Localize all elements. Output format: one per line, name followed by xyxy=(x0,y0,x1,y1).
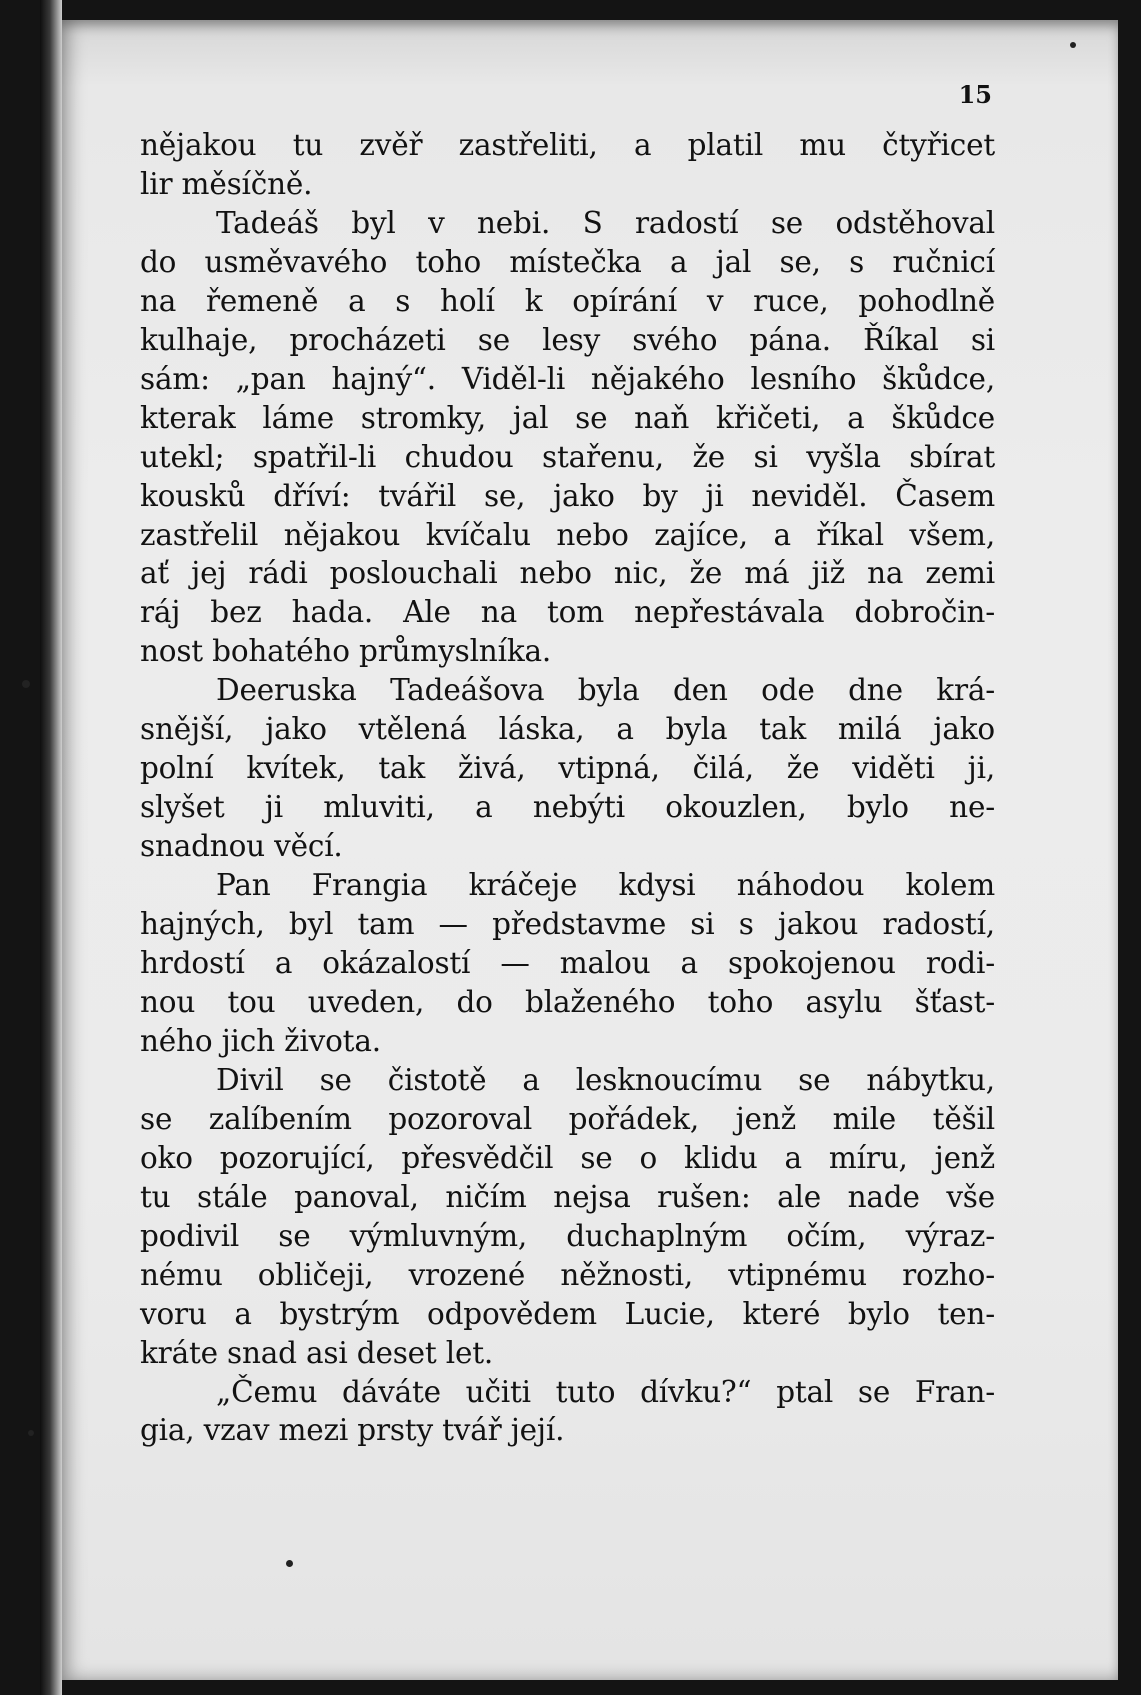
text-line: podivil se výmluvným, duchaplným očím, výraz- xyxy=(140,1218,995,1253)
text-line: kráte snad asi deset let. xyxy=(140,1335,494,1370)
text-line: „Čemu dáváte učiti tuto dívku?“ ptal se Fran- xyxy=(216,1374,995,1409)
ink-speck xyxy=(286,1560,293,1567)
text-line: Pan Frangia kráčeje kdysi náhodou kolem xyxy=(216,868,995,903)
text-line: sám: „pan hajný“. Viděl-li nějakého lesního škůdce, xyxy=(140,361,995,396)
text-line: nou tou uveden, do blaženého toho asylu šťast- xyxy=(140,984,995,1019)
text-line: utekl; spatřil-li chudou stařenu, že si vyšla sbírat xyxy=(140,439,995,474)
text-line: zastřelil nějakou kvíčalu nebo zajíce, a říkal všem, xyxy=(140,517,995,552)
text-line: nějakou tu zvěř zastřeliti, a platil mu čtyřicet xyxy=(140,128,995,162)
text-line: hajných, byl tam — představme si s jakou radostí, xyxy=(140,907,995,942)
text-line: snadnou věcí. xyxy=(140,829,343,864)
text-line: Deeruska Tadeášova byla den ode dne krá- xyxy=(216,673,995,708)
text-line: slyšet ji mluviti, a nebýti okouzlen, bylo ne- xyxy=(140,790,995,825)
text-line: snější, jako vtělená láska, a byla tak milá jako xyxy=(140,712,995,747)
text-line: ráj bez hada. Ale na tom nepřestávala dobročin- xyxy=(140,595,995,630)
text-line: Tadeáš byl v nebi. S radostí se odstěhoval xyxy=(216,205,995,240)
text-line: kterak láme stromky, jal se naň křičeti, a škůdce xyxy=(140,400,995,435)
text-line: oko pozorující, přesvědčil se o klidu a míru, jenž xyxy=(140,1140,995,1175)
text-line: do usměvavého toho místečka a jal se, s ručnicí xyxy=(140,244,995,279)
text-line: voru a bystrým odpovědem Lucie, které bylo ten- xyxy=(140,1296,995,1331)
body-text xyxy=(140,126,995,1450)
text-line: lir měsíčně. xyxy=(140,166,313,201)
text-line: nému obličeji, vrozené něžnosti, vtipnému rozho- xyxy=(140,1257,995,1292)
text-line: polní kvítek, tak živá, vtipná, čilá, že viděti ji, xyxy=(140,751,995,786)
ink-speck xyxy=(22,680,30,688)
text-line: se zalíbením pozoroval pořádek, jenž mile těšil xyxy=(140,1101,995,1136)
book-gutter xyxy=(40,0,62,1695)
text-line: Divil se čistotě a lesknoucímu se nábytku, xyxy=(216,1062,995,1097)
page-number: 15 xyxy=(958,80,992,109)
text-line: ať jej rádi poslouchali nebo nic, že má již na zemi xyxy=(140,556,995,591)
text-line: tu stále panoval, ničím nejsa rušen: ale nade vše xyxy=(140,1179,995,1214)
text-line: ného jich života. xyxy=(140,1023,381,1058)
text-line: gia, vzav mezi prsty tvář její. xyxy=(140,1413,565,1448)
text-line: kousků dříví: tvářil se, jako by ji neviděl. Časem xyxy=(140,478,995,513)
text-line: hrdostí a okázalostí — malou a spokojenou rodi- xyxy=(140,946,995,981)
text-line: nost bohatého průmyslníka. xyxy=(140,634,552,669)
ink-speck xyxy=(28,1430,34,1436)
text-line: na řemeně a s holí k opírání v ruce, pohodlně xyxy=(140,283,995,318)
ink-speck xyxy=(1070,42,1076,48)
text-line: kulhaje, procházeti se lesy svého pána. Říkal si xyxy=(140,322,995,357)
